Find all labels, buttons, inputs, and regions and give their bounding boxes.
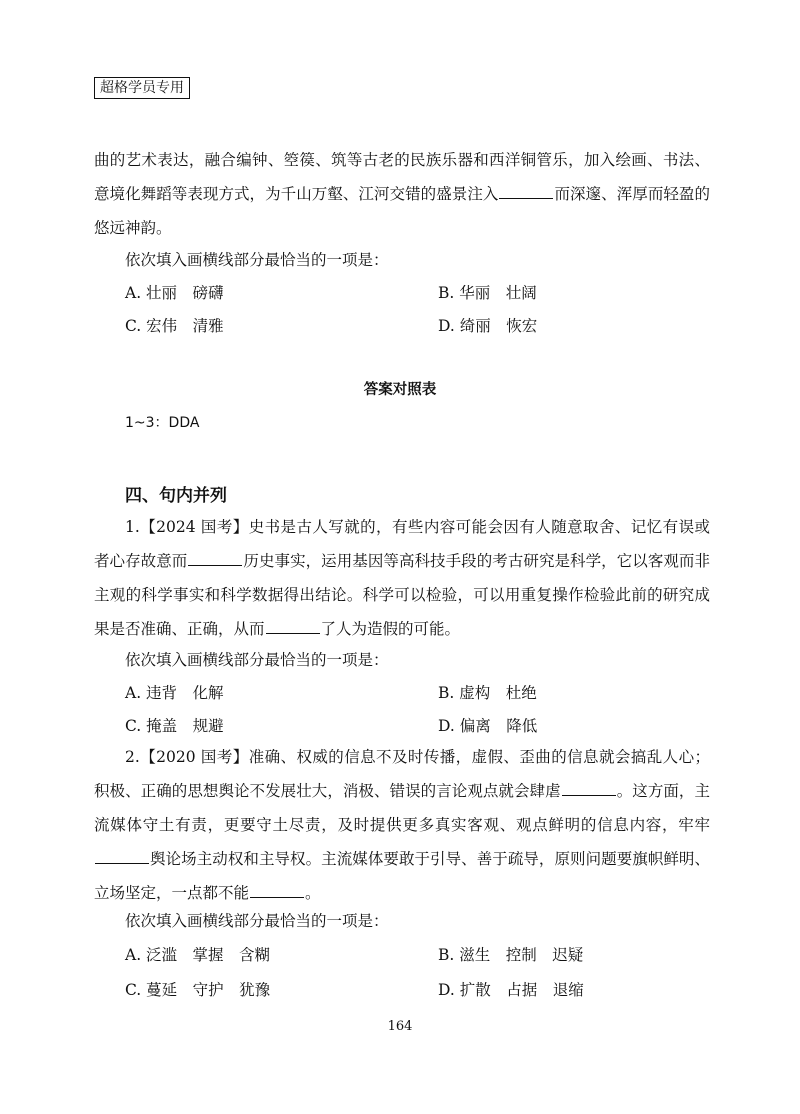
q2-option-c: C. 蔓延 守护 犹豫 (125, 981, 271, 999)
q1-text (94, 510, 710, 646)
q2-text-c: 舆论场主动权和主导权。主流媒体要敢于引导、善于疏导，原则问题要旗帜鲜明、立场坚定，一点都不能 (94, 850, 710, 902)
q2-blank-3 (250, 883, 304, 898)
q2-text (94, 740, 710, 910)
q1-text-b: 历史事实，运用基因等高科技手段的考古研究是科学，它以客观而非主观的科学事实和科学数据得出结论。科学可以检验，可以用重复操作检验此前的研究成果是否准确、正确，从而 (94, 552, 710, 638)
page-number: 164 (387, 1019, 413, 1034)
q2-prompt: 依次填入画横线部分最恰当的一项是： (125, 912, 389, 930)
q2-blank-1 (562, 781, 616, 796)
answer-line: 1~3：DDA (125, 415, 200, 431)
q0-prompt: 依次填入画横线部分最恰当的一项是： (125, 251, 389, 269)
q0-text-b: 而深邃、浑厚而轻盈的悠远神韵。 (94, 185, 710, 237)
q2-blank-2 (95, 849, 149, 864)
q2-option-a: A. 泛滥 掌握 含糊 (125, 946, 271, 964)
q1-option-a: A. 违背 化解 (125, 684, 224, 702)
q1-blank-1 (188, 551, 242, 566)
q0-text-a: 曲的艺术表达，融合编钟、箜篌、筑等古老的民族乐器和西洋铜管乐，加入绘画、书法、意境化舞蹈等表现方式，为千山万壑、江河交错的盛景注入 (94, 151, 710, 203)
header-tag: 超格学员专用 (94, 77, 190, 99)
q0-text (94, 143, 710, 245)
q2-text-b: 。这方面，主流媒体守土有责，更要守土尽责，及时提供更多真实客观、观点鲜明的信息内容，牢牢 (94, 782, 710, 834)
q0-option-b: B. 华丽 壮阔 (438, 284, 537, 302)
q0-blank (499, 184, 553, 199)
q0-option-c: C. 宏伟 清雅 (125, 317, 224, 335)
q2-text-a: 2.【2020 国考】准确、权威的信息不及时传播，虚假、歪曲的信息就会搞乱人心；积极、正确的思想舆论不发展壮大，消极、错误的言论观点就会肆虐 (94, 748, 710, 800)
q2-option-d: D. 扩散 占据 退缩 (438, 981, 584, 999)
q1-option-b: B. 虚构 杜绝 (438, 684, 537, 702)
q1-option-c: C. 掩盖 规避 (125, 717, 224, 735)
q1-blank-2 (266, 619, 320, 634)
q0-option-a: A. 壮丽 磅礴 (125, 284, 224, 302)
q2-text-d: 。 (305, 884, 321, 902)
q1-text-c: 了人为造假的可能。 (320, 620, 461, 638)
q0-option-d: D. 绮丽 恢宏 (438, 317, 538, 335)
q1-prompt: 依次填入画横线部分最恰当的一项是： (125, 651, 389, 669)
q2-option-b: B. 滋生 控制 迟疑 (438, 946, 584, 964)
answer-table-title: 答案对照表 (363, 382, 437, 398)
q1-text-a: 1.【2024 国考】史书是古人写就的，有些内容可能会因有人随意取舍、记忆有误或者心存故意而 (94, 518, 710, 570)
q1-option-d: D. 偏离 降低 (438, 717, 538, 735)
section-title: 四、句内并列 (125, 486, 227, 506)
